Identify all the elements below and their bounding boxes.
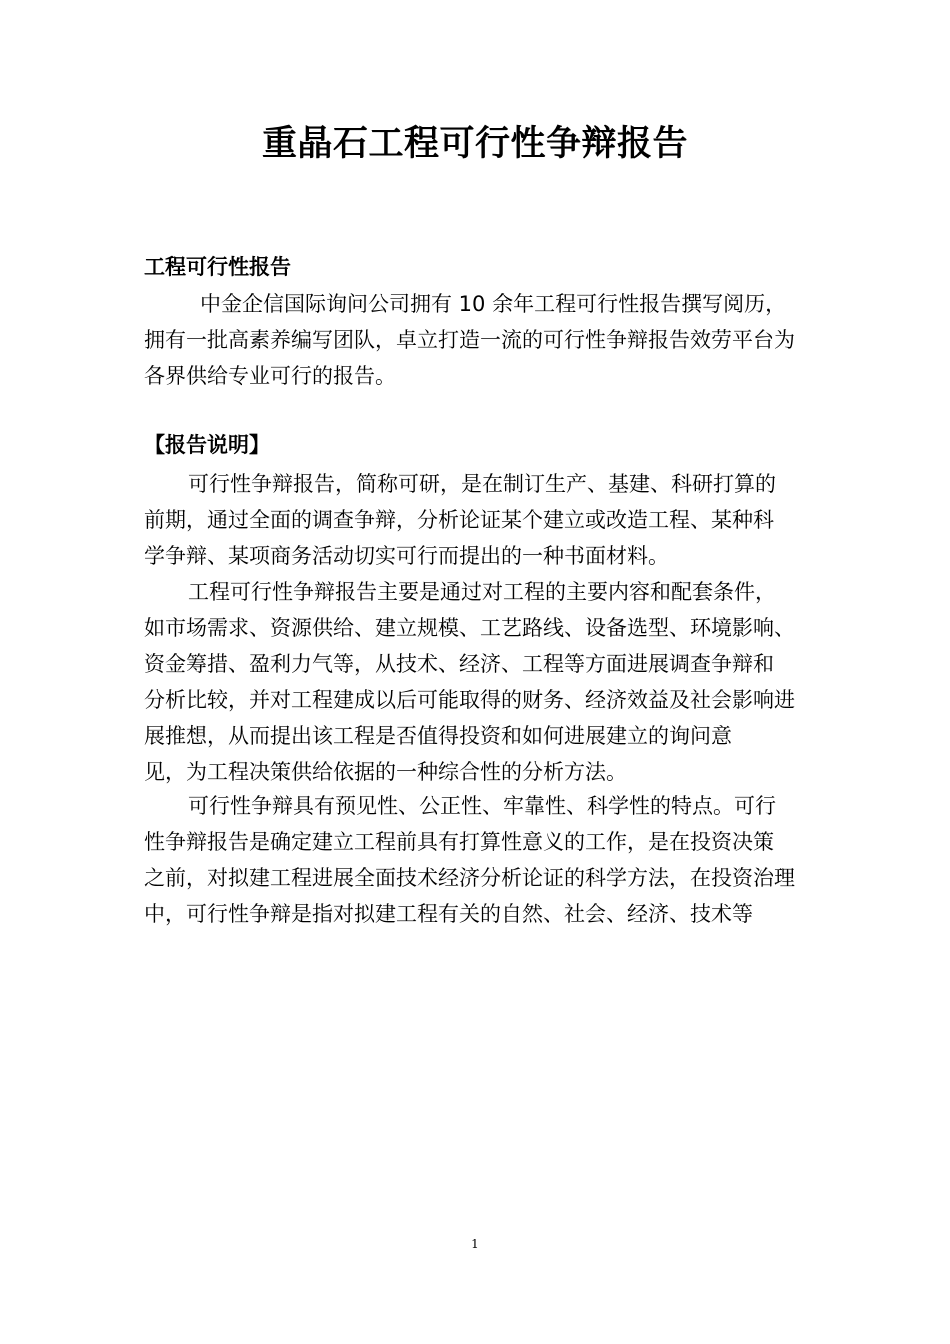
section-heading-report-notes: 【报告说明】 [144,433,270,457]
intro-paragraph: 中金企信国际询问公司拥有 10 余年工程可行性报告撰写阅历， 拥有一批高素养编写团队，卓立打造一流的可行性争辩报告效劳平台为 各界供给专业可行的报告。 [144,292,795,388]
page-number: 1 [471,1237,479,1251]
document-title: 重晶石工程可行性争辩报告 [261,124,688,164]
notes-paragraph-2: 工程可行性争辩报告主要是通过对工程的主要内容和配套条件， 如市场需求、资源供给、建立规模、工艺路线、设备选型、环境影响、 资金筹措、盈利力气等，从技术、经济、工程等方面进展调查争辩和 分析比较，并对工程建成以后可能取得的财务、经济效益及社会影响进 展推想，从而提出该工程是否值得投资和如何进展建立的询问意 见，为工程决策供给依据的一种综合性的分析方法。 [144,580,795,784]
section-heading-project-report: 工程可行性报告 [144,255,291,279]
notes-paragraph-1: 可行性争辩报告，简称可研，是在制订生产、基建、科研打算的 前期，通过全面的调查争辩，分析论证某个建立或改造工程、某种科 学争辩、某项商务活动切实可行而提出的一种书面材料。 [144,472,776,568]
notes-paragraph-3: 可行性争辩具有预见性、公正性、牢靠性、科学性的特点。可行 性争辩报告是确定建立工程前具有打算性意义的工作，是在投资决策 之前，对拟建工程进展全面技术经济分析论证的科学方法，在投资治理 中，可行性争辩是指对拟建工程有关的自然、社会、经济、技术等 [144,794,795,926]
